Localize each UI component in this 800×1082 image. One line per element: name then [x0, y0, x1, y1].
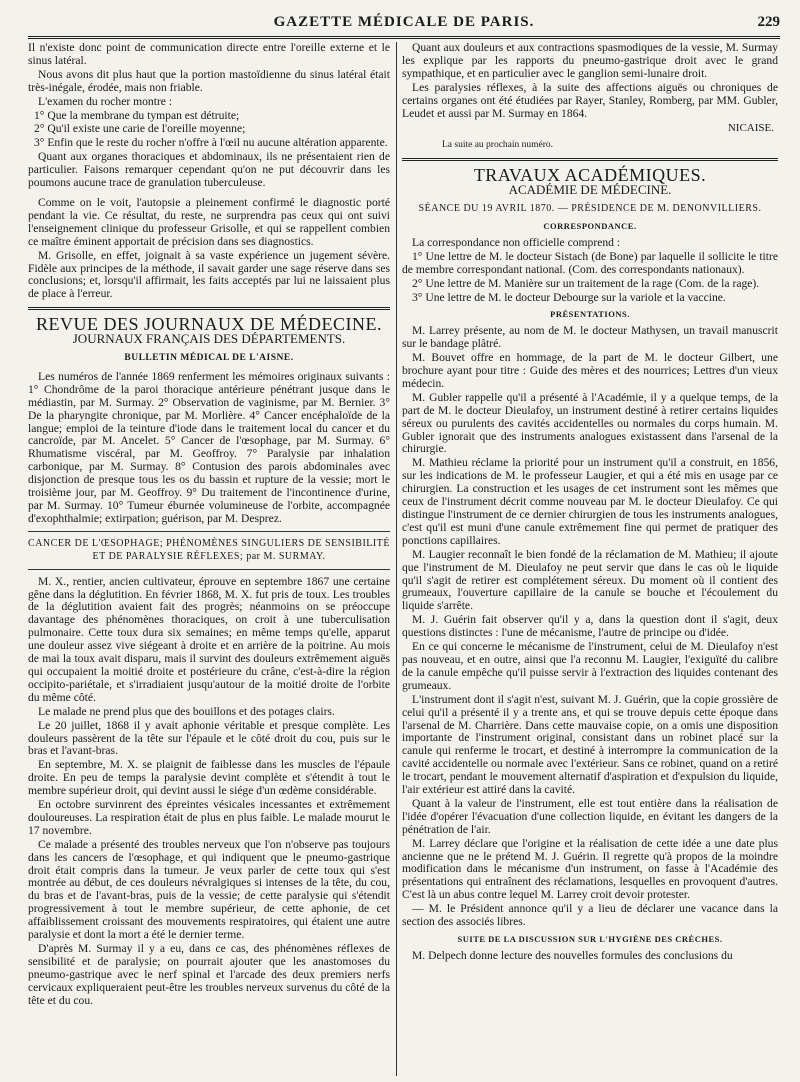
paragraph: En ce qui concerne le mécanisme de l'instrument, celui de M. Dieulafoy n'est pas nouveau, et en outre, ainsi que l'a reconnu M. Laugier, l'exiguïté du calibre de la canule empêche qu'il puisse servir à l'extraction des liquides contenant des grumeaux. — [402, 640, 778, 692]
paragraph: M. Grisolle, en effet, joignait à sa vaste expérience un jugement sévère. Fidèle aux principes de la méthode, il savait garder une sage réserve dans ses conclusions; et, lorsqu'il affirmait, les faits acceptés par lui ne laissaient plus de place à l'erreur. — [28, 248, 390, 301]
paragraph: En septembre, M. X. se plaignit de faiblesse dans les muscles de l'épaule droite. En peu de temps la paralysie devint complète et s'étendit à tout le membre supérieur droit, qui devint aussi le siége d'un œdème considérable. — [28, 758, 390, 798]
paragraph: M. Mathieu réclame la priorité pour un instrument qu'il a construit, en 1856, sur les indications de M. le professeur Laugier, et qui a été mis en usage par ce chirurgien. La construction et les usages de cet instrument sont les mêmes que ceux de l'instrument décrit comme nouveau par M. le docteur Dieulafoy. Ce qui distingue l'instrument de ce dernier chirurgien de tous les instruments analogues, c'est qu'il est muni d'une canule extrêmement fine qui permet de pratiquer des ponctions capillaires. — [402, 456, 778, 547]
paragraph: M. Bouvet offre en hommage, de la part de M. le docteur Gilbert, une brochure ayant pour titre : Guide des mères et des nourrices; Lettres d'un vieux médecin. — [402, 351, 778, 390]
paragraph: Les numéros de l'année 1869 renferment les mémoires originaux suivants : 1° Chondrôme de la paroi thoracique antérieure pénétrant jusque dans le médiastin, par M. Surmay. 2° Observation de vaginisme, par M. Bernier. 3° De la pharyngite chronique, par M. Morlière. 4° Cancer encéphaloïde de la langue; emploi de la teinture d'iode dans le traitement local du cancer et du cancroïde, par M. Ancelet. 5° Cancer de l'œsophage, par M. Surmay. 6° Rhumatisme viscéral, par M. Geoffroy. 7° Paralysie par inhalation carbonique, par M. Surmay. 8° Contusion des parois abdominales avec disjonction de presque tous les os du bassin et rupture de la vessie; mort le troisième jour, par M. Geoffroy. 9° Du traitement de l'incontinence d'urine, par M. Surmay. 10° Tumeur éburnée volumineuse de l'orbite, accompagnée d'exophthalmie; extirpation; guérison, par M. Desprez. — [28, 369, 390, 525]
paragraph: M. Larrey déclare que l'origine et la réalisation de cette idée a une date plus ancienne que ne le prétend M. J. Guérin. Il regrette qu'à propos de la moindre modification dans le mécanisme d'un instrument, on fasse à l'Académie des présentations qui entraînent des réclamations, lesquelles en provoquent d'autres. C'est là un abus contre lequel M. Larrey croit devoir protester. — [402, 836, 778, 902]
list-item: 2° Une lettre de M. Manière sur un traitement de la rage (Com. de la rage). — [412, 276, 760, 290]
journal-title: GAZETTE MÉDICALE DE PARIS. — [273, 14, 535, 30]
article-title: CANCER DE L'ŒSOPHAGE; PHÉNOMÈNES SINGULIERS DE SENSIBILITÉ ET DE PARALYSIE RÉFLEXES; par M. SURMAY. — [28, 537, 390, 562]
paragraph: M. Laugier reconnaît le bien fondé de la réclamation de M. Mathieu; il ajoute que l'instrument de M. Dieulafoy ne peut servir que dans le cas où le liquide qu'il s'agit de retirer est complétement séreux. Du moment où il contient des grumeaux, l'ouverture capillaire de la canule se bouche et l'écoulement du liquide s'arrête. — [402, 547, 778, 613]
session-heading: SÉANCE DU 19 AVRIL 1870. — PRÉSIDENCE DE M. DENONVILLIERS. — [418, 203, 762, 215]
section-subtitle: ACADÉMIE DE MÉDECINE. — [508, 182, 672, 198]
paragraph: La correspondance non officielle comprend : — [412, 235, 621, 249]
paragraph: L'instrument dont il s'agit n'est, suivant M. J. Guérin, que la copie grossière de celui qu'il a présenté il y a trente ans, et qui se trouve depuis cette époque dans l'arsenal de M. Charrière. Dans cette mauvaise copie, on a omis une disposition importante de l'instrument original, consistant dans un robinet placé sur la canule qui renferme le trocart, et destiné à interrompre la communication de la cavité accidentelle ou normale avec l'extérieur. Sans ce robinet, quand on a retiré le trocart, pendant le mouvement alternatif d'aspiration et d'expulsion du liquide, l'air extérieur est attiré dans la cavité. — [402, 692, 778, 797]
bulletin-title: BULLETIN MÉDICAL DE L'AISNE. — [124, 353, 294, 364]
section-rule — [28, 307, 390, 310]
list-item: 3° Une lettre de M. le docteur Debourge sur la variole et la vaccine. — [412, 290, 726, 304]
column-divider — [396, 42, 397, 1076]
paragraph: En octobre survinrent des épreintes vésicales incessantes et extrêmement douloureuses. La respiration était de plus en plus faible. Le malade mourut le 17 novembre. — [28, 798, 390, 837]
paragraph: D'après M. Surmay il y a eu, dans ce cas, des phénomènes réflexes de sensibilité et de paralysie; on pourrait ajouter que les anastomoses du pneumo-gastrique avec le nerf spinal et l'arcade des deux premiers nerfs cervicaux expliqueraient peut-être les troubles nerveux survenus du côté de la tête et du cou. — [28, 942, 390, 1007]
paragraph: Quant à la valeur de l'instrument, elle est tout entière dans la réalisation de l'idée d'opérer l'évacuation d'une collection liquide, en évitant les dangers de la pénétration de l'air. — [402, 796, 778, 836]
left-column — [28, 42, 390, 1078]
section-subtitle: JOURNAUX FRANÇAIS DES DÉPARTEMENTS. — [72, 331, 346, 347]
section-title: REVUE DES JOURNAUX DE MÉDECINE. — [36, 314, 382, 335]
paragraph: M. J. Guérin fait observer qu'il y a, dans la question dont il s'agit, deux questions distinctes : l'une de mécanisme, l'autre de principe ou d'idée. — [402, 613, 778, 640]
divider — [28, 531, 390, 532]
paragraph: M. Gubler rappelle qu'il a présenté à l'Académie, il y a quelque temps, de la part de M. le docteur Dieulafoy, un instrument destiné à retirer certains liquides séreux ou purulents des cavités accidentelles ou normales du corps humain. M. Gubler ignorait que des instruments analogues existassent dans l'arsenal de la chirurgie. — [402, 390, 778, 456]
paragraph: M. Delpech donne lecture des nouvelles formules des conclusions du — [412, 948, 733, 962]
section-title: TRAVAUX ACADÉMIQUES. — [473, 165, 707, 186]
paragraph: Il n'existe donc point de communication directe entre l'oreille externe et le sinus latéral. — [28, 42, 390, 67]
author-signature: NICAISE. — [727, 122, 774, 135]
paragraph: M. Larrey présente, au nom de M. le docteur Mathysen, un travail manuscrit sur le bandage plâtré. — [402, 324, 778, 351]
paragraph: Quant aux douleurs et aux contractions spasmodiques de la vessie, M. Surmay les explique par les rapports du pneumo-gastrique droit avec le grand sympathique, et en particulier avec le ganglion semi-lunaire droit. — [402, 42, 778, 80]
paragraph: Comme on le voit, l'autopsie a pleinement confirmé le diagnostic porté pendant la vie. Ce résultat, du reste, ne surprendra pas ceux qui ont suivi l'enseignement clinique du professeur Grisolle, et qui se rappellent combien ce maître éminent apportait de précision dans ses diagnostics. — [28, 195, 390, 248]
page-number: 229 — [757, 14, 780, 30]
section-rule — [402, 158, 778, 161]
discussion-heading: SUITE DE LA DISCUSSION SUR L'HYGIÈNE DES CRÈCHES. — [457, 934, 723, 944]
page-header — [28, 12, 780, 39]
correspondance-heading: CORRESPONDANCE. — [543, 220, 637, 231]
divider — [28, 569, 390, 570]
list-item: 3° Enfin que le reste du rocher n'offre à l'œil nu aucune altération apparente. — [34, 136, 388, 150]
presentations-heading: PRÉSENTATIONS. — [550, 309, 630, 320]
list-item: 1° Une lettre de M. le docteur Sistach (de Bone) par laquelle il sollicite le titre de membre correspondant national. (Com. des correspondants nationaux). — [402, 249, 778, 276]
continuation-note: La suite au prochain numéro. — [442, 140, 554, 151]
paragraph: L'examen du rocher montre : — [38, 94, 173, 108]
paragraph: Le 20 juillet, 1868 il y avait aphonie véritable et presque complète. Les douleurs passèrent de la tête sur l'épaule et le côté droit du cou, puis sur le bras et l'avant-bras. — [28, 718, 390, 758]
right-column — [402, 42, 778, 1078]
list-item: 1° Que la membrane du tympan est détruite; — [34, 108, 240, 122]
paragraph: Ce malade a présenté des troubles nerveux que l'on n'observe pas toujours dans les cancers de l'œsophage, et qui indiquent que le pneumo-gastrique droit était compris dans la tumeur. Je veux parler de cette toux qui s'est montrée au début, de ces douleurs névralgiques si intenses de la tête, du cou, du bras et de l'avant-bras, puis de la vessie; de cette paralysie qui s'étendit progressivement à tout le membre supérieur, de cette aphonie, de cet affaiblissement croissant des mouvements respiratoires, qui étaient une autre paralysie et dont la mort a été le dernier terme. — [28, 837, 390, 942]
paragraph: M. X., rentier, ancien cultivateur, éprouve en septembre 1867 une certaine gêne dans la déglutition. En février 1868, M. X. fut pris de toux. Les troubles de la déglutition avaient fait des progrès; néanmoins on se préoccupe davantage des phénomènes thoraciques, on croit à une tuberculisation pulmonaire. Cette toux dura six semaines; en même temps qu'elle, apparut une douleur assez vive siégeant à droite et en arrière de la poitrine. Au mois de mai la toux avait disparu, mais il survint des douleurs extrêmement aiguës qui occupaient la moitié droite et postérieure du crâne, c'est-à-dire la région occipito-pariétale, et s'irradiaient jusqu'autour de la moitié droite de l'orbite du même côté. — [28, 574, 390, 704]
paragraph: — M. le Président annonce qu'il y a lieu de déclarer une vacance dans la section des associés libres. — [402, 902, 778, 929]
paragraph: Nous avons dit plus haut que la portion mastoïdienne du sinus latéral était très-inégale, érodée, mais non friable. — [28, 67, 390, 94]
paragraph: Quant aux organes thoraciques et abdominaux, ils ne présentaient rien de particulier. Faisons remarquer cependant qu'on ne put découvrir dans les poumons aucune trace de granulation tuberculeuse. — [28, 150, 390, 190]
paragraph: Le malade ne prend plus que des bouillons et des potages clairs. — [38, 704, 335, 718]
list-item: 2° Qu'il existe une carie de l'oreille moyenne; — [34, 122, 246, 136]
paragraph: Les paralysies réflexes, à la suite des affections aiguës ou chroniques de certains organes ont été étudiées par Rayer, Stanley, Romberg, par MM. Gubler, Leudet et aussi par M. Surmay en 1864. — [402, 80, 778, 120]
